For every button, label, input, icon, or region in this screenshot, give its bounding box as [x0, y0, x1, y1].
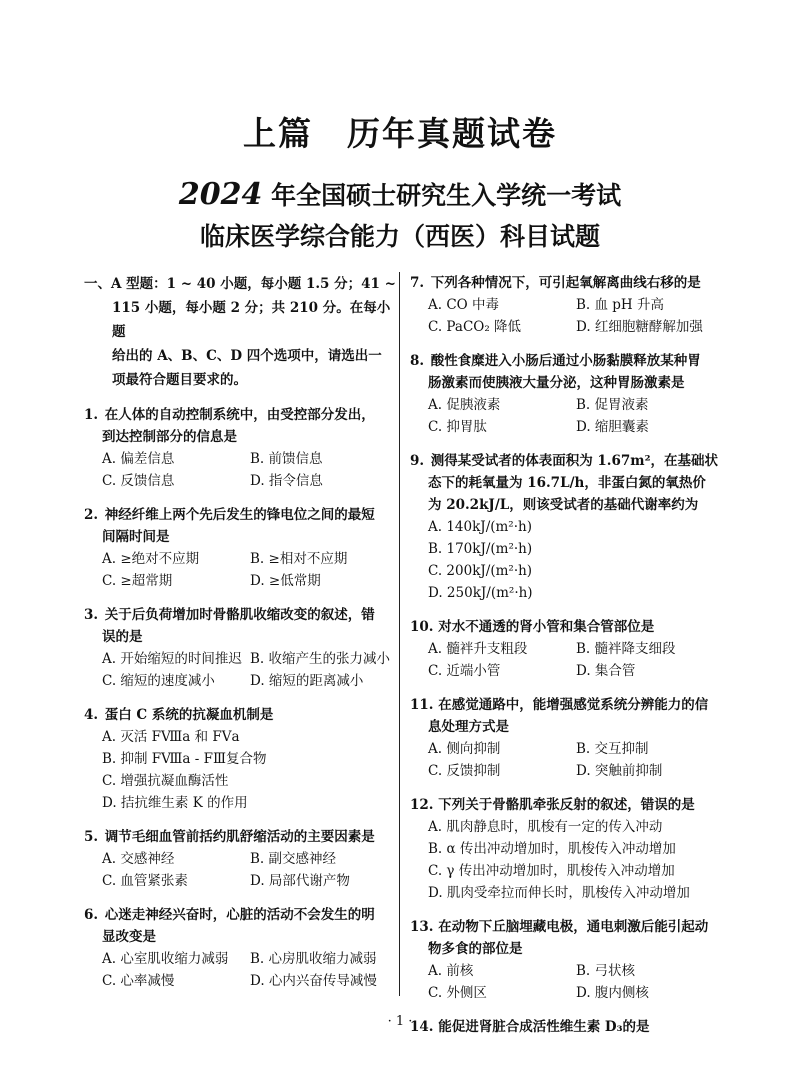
option-list: [84, 548, 402, 592]
question-text: 关于后负荷增加时骨骼肌收缩改变的叙述，错: [104, 607, 375, 623]
option-item: D. 缩胆囊素: [576, 419, 649, 435]
question-stem-line: [84, 604, 402, 626]
option-item: A. 开始缩短的时间推迟: [102, 651, 242, 667]
question-text: 态下的耗氧量为 16.7L/h，非蛋白氮的氧热价: [428, 475, 706, 491]
question-text: 为 20.2kJ/L，则该受试者的基础代谢率约为: [428, 497, 699, 513]
option-item: B. 弓状核: [576, 963, 636, 979]
option-item: B. ≥相对不应期: [250, 551, 348, 567]
option-item: A. CO 中毒: [428, 297, 500, 313]
question-text: 调节毛细血管前括约肌舒缩活动的主要因素是: [104, 829, 375, 845]
option-item: B. 副交感神经: [250, 851, 337, 867]
section-line: 项最符合题目要求的。: [112, 372, 247, 388]
option-item: C. 缩短的速度减小: [102, 673, 215, 689]
option-item: D. 心内兴奋传导减慢: [250, 973, 377, 989]
option-item: D. 缩短的距离减小: [250, 673, 364, 689]
question-number: 1.: [84, 407, 99, 423]
question-text: 能促进肾脏合成活性维生素 D₃的是: [438, 1019, 650, 1035]
option-item: B. 血 pH 升高: [576, 297, 665, 313]
option-item: A. 髓袢升支粗段: [428, 641, 528, 657]
question-number: 11.: [410, 697, 434, 713]
question-block: [410, 916, 720, 1004]
part-title: 历年真题试卷: [347, 114, 557, 153]
option-list: [410, 516, 720, 604]
option-list: [84, 648, 402, 692]
option-item: B. 交互抑制: [576, 741, 649, 757]
question-text: 蛋白 C 系统的抗凝血机制是: [104, 707, 274, 723]
option-item: D. 红细胞糖酵解加强: [576, 319, 703, 335]
question-text: 肠激素而使胰液大量分泌，这种胃肠激素是: [428, 375, 685, 391]
exam-year: 2024: [178, 177, 263, 212]
option-item: D. 突触前抑制: [576, 763, 663, 779]
question-stem-line: [410, 372, 720, 394]
question-stem-line: [410, 938, 720, 960]
option-list: [410, 960, 720, 1004]
option-item: D. 拮抗维生素 K 的作用: [102, 795, 248, 811]
option-item: D. 局部代谢产物: [250, 873, 350, 889]
question-block: [84, 826, 402, 892]
option-item: C. 反馈信息: [102, 473, 175, 489]
question-stem-line: [410, 616, 720, 638]
option-item: C. 增强抗凝血酶活性: [102, 773, 229, 789]
question-block: [84, 604, 402, 692]
question-text: 显改变是: [102, 929, 156, 945]
question-text: 误的是: [102, 629, 143, 645]
left-column: [84, 272, 402, 1004]
question-stem-line: [410, 694, 720, 716]
question-stem-line: [410, 350, 720, 372]
question-stem-line: [410, 916, 720, 938]
question-block: [84, 904, 402, 992]
option-item: A. 促胰液素: [428, 397, 501, 413]
option-list: [84, 948, 402, 992]
question-block: [410, 694, 720, 782]
option-item: D. 腹内侧核: [576, 985, 649, 1001]
question-stem-line: [84, 526, 402, 548]
question-number: 2.: [84, 507, 99, 523]
option-item: B. 前馈信息: [250, 451, 323, 467]
option-list: [410, 394, 720, 438]
question-block: [84, 704, 402, 814]
question-text: 到达控制部分的信息是: [102, 429, 237, 445]
question-number: 7.: [410, 275, 425, 291]
question-number: 12.: [410, 797, 434, 813]
question-number: 13.: [410, 919, 434, 935]
question-text: 间隔时间是: [102, 529, 170, 545]
option-item: C. 200kJ/(m²·h): [428, 563, 533, 579]
section-line: 一、A 型题：1 ~ 40 小题，每小题 1.5 分；41 ~: [84, 276, 396, 292]
question-stem-line: [410, 472, 720, 494]
right-column: [410, 272, 720, 1038]
option-list: [410, 816, 720, 904]
option-item: D. 肌肉受牵拉而伸长时，肌梭传入冲动增加: [428, 885, 690, 901]
option-item: A. 140kJ/(m²·h): [428, 519, 532, 535]
question-text: 对水不通透的肾小管和集合管部位是: [438, 619, 655, 635]
page-number: · 1 ·: [387, 1014, 413, 1029]
option-list: [84, 726, 402, 814]
question-number: 6.: [84, 907, 99, 923]
option-list: [84, 448, 402, 492]
question-number: 10.: [410, 619, 434, 635]
question-stem-line: [84, 426, 402, 448]
question-block: [410, 450, 720, 604]
question-stem-line: [410, 450, 720, 472]
option-item: C. 抑胃肽: [428, 419, 487, 435]
option-item: D. 指令信息: [250, 473, 323, 489]
question-block: [410, 616, 720, 682]
option-list: [410, 294, 720, 338]
question-stem-line: [84, 926, 402, 948]
option-item: B. α 传出冲动增加时，肌梭传入冲动增加: [428, 841, 676, 857]
part-label: 上篇: [243, 114, 313, 153]
question-text: 在感觉通路中，能增强感觉系统分辨能力的信: [438, 697, 709, 713]
section-instructions: [84, 272, 402, 392]
option-item: B. 抑制 FⅧa - FⅢ复合物: [102, 751, 267, 767]
option-item: B. 促胃液素: [576, 397, 649, 413]
question-block: [410, 794, 720, 904]
option-item: C. 反馈抑制: [428, 763, 501, 779]
exam-title-text: 年全国硕士研究生入学统一考试: [271, 181, 622, 210]
question-block: [410, 272, 720, 338]
option-item: C. 血管紧张素: [102, 873, 188, 889]
question-number: 8.: [410, 353, 425, 369]
option-item: A. 偏差信息: [102, 451, 175, 467]
question-text: 酸性食糜进入小肠后通过小肠黏膜释放某种胃: [430, 353, 701, 369]
option-list: [410, 738, 720, 782]
question-text: 神经纤维上两个先后发生的锋电位之间的最短: [104, 507, 375, 523]
exam-title: [0, 176, 800, 212]
option-item: C. γ 传出冲动增加时，肌梭传入冲动增加: [428, 863, 675, 879]
question-text: 物多食的部位是: [428, 941, 523, 957]
option-item: C. 近端小管: [428, 663, 501, 679]
question-stem-line: [84, 904, 402, 926]
option-item: A. 灭活 FⅧa 和 FⅤa: [102, 729, 240, 745]
section-line: 给出的 A、B、C、D 四个选项中，请选出一: [112, 348, 382, 364]
question-stem-line: [84, 826, 402, 848]
option-item: B. 170kJ/(m²·h): [428, 541, 533, 557]
option-item: C. PaCO₂ 降低: [428, 319, 522, 335]
option-item: D. 集合管: [576, 663, 636, 679]
question-number: 3.: [84, 607, 99, 623]
question-number: 14.: [410, 1019, 434, 1035]
section-line: 115 小题，每小题 2 分；共 210 分。在每小题: [112, 300, 391, 340]
question-text: 下列关于骨骼肌牵张反射的叙述，错误的是: [438, 797, 695, 813]
question-stem-line: [84, 504, 402, 526]
option-item: B. 髓袢降支细段: [576, 641, 676, 657]
question-text: 下列各种情况下，可引起氧解离曲线右移的是: [430, 275, 701, 291]
question-stem-line: [410, 494, 720, 516]
option-item: B. 收缩产生的张力减小: [250, 651, 391, 667]
part-heading: [0, 108, 800, 155]
option-item: A. ≥绝对不应期: [102, 551, 200, 567]
question-stem-line: [410, 272, 720, 294]
question-number: 9.: [410, 453, 425, 469]
subject-title: 临床医学综合能力（西医）科目试题: [199, 222, 600, 251]
option-list: [410, 638, 720, 682]
question-text: 息处理方式是: [428, 719, 509, 735]
question-number: 4.: [84, 707, 99, 723]
question-block: [410, 350, 720, 438]
question-stem-line: [84, 404, 402, 426]
option-list: [84, 848, 402, 892]
question-stem-line: [410, 716, 720, 738]
option-item: C. 心率减慢: [102, 973, 175, 989]
option-item: D. 250kJ/(m²·h): [428, 585, 533, 601]
question-block: [84, 504, 402, 592]
option-item: A. 心室肌收缩力减弱: [102, 951, 229, 967]
option-item: B. 心房肌收缩力减弱: [250, 951, 377, 967]
option-item: A. 肌肉静息时，肌梭有一定的传入冲动: [428, 819, 663, 835]
question-block: [84, 404, 402, 492]
question-text: 在人体的自动控制系统中，由受控部分发出，: [104, 407, 375, 423]
question-text: 心迷走神经兴奋时，心脏的活动不会发生的明: [104, 907, 375, 923]
option-item: C. 外侧区: [428, 985, 487, 1001]
question-stem-line: [84, 626, 402, 648]
question-stem-line: [84, 704, 402, 726]
question-stem-line: [410, 794, 720, 816]
option-item: D. ≥低常期: [250, 573, 321, 589]
option-item: A. 前核: [428, 963, 474, 979]
option-item: C. ≥超常期: [102, 573, 173, 589]
question-number: 5.: [84, 829, 99, 845]
option-item: A. 侧向抑制: [428, 741, 501, 757]
question-text: 在动物下丘脑埋藏电极，通电刺激后能引起动: [438, 919, 709, 935]
option-item: A. 交感神经: [102, 851, 175, 867]
question-text: 测得某受试者的体表面积为 1.67m²，在基础状: [430, 453, 718, 469]
